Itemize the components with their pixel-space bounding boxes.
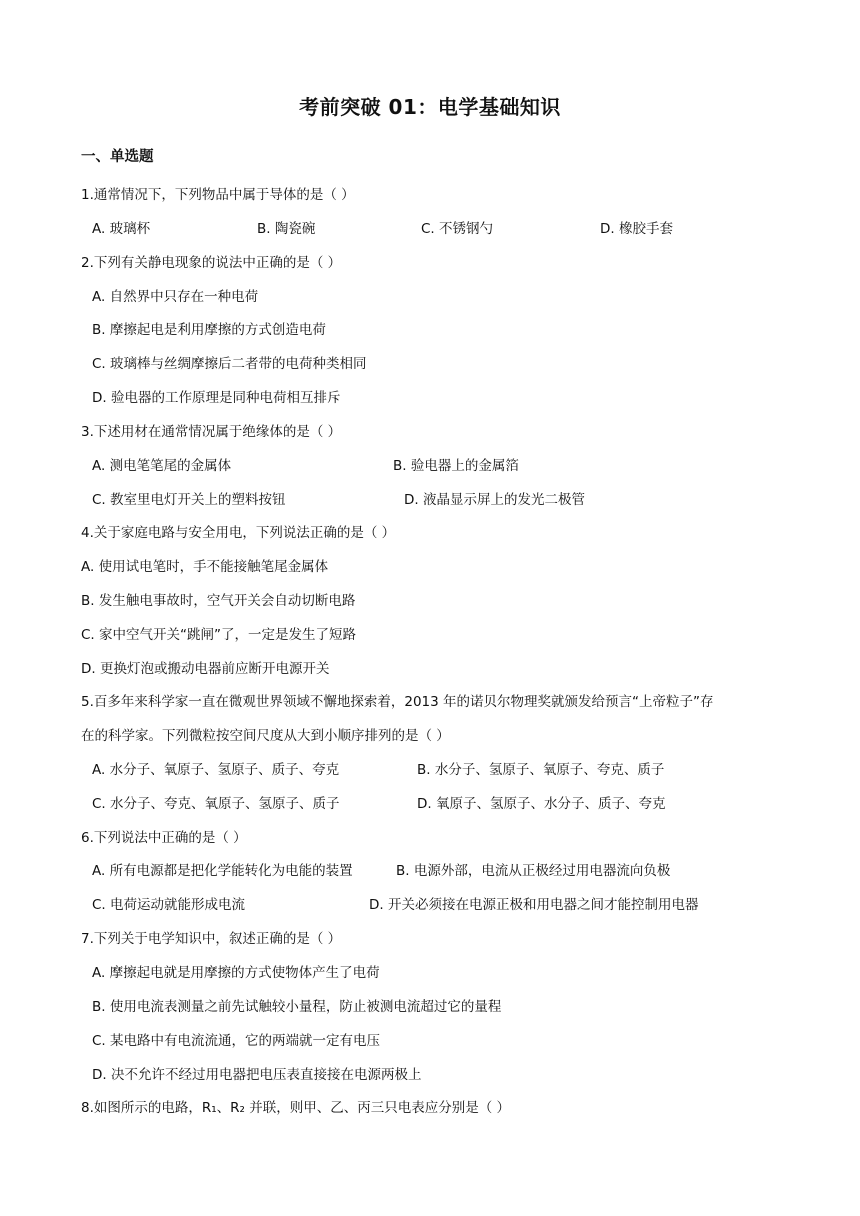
option-1c: C. 不锈钢勺 bbox=[421, 221, 494, 237]
question-stem-6: 6.下列说法中正确的是（ ） bbox=[81, 830, 247, 846]
option-5a: A. 水分子、氧原子、氢原子、质子、夸克 bbox=[92, 762, 340, 778]
option-7a: A. 摩擦起电就是用摩擦的方式使物体产生了电荷 bbox=[92, 965, 380, 981]
option-6d: D. 开关必须接在电源正极和用电器之间才能控制用电器 bbox=[369, 897, 699, 913]
option-6a: A. 所有电源都是把化学能转化为电能的装置 bbox=[92, 863, 353, 879]
option-3a: A. 测电笔笔尾的金属体 bbox=[92, 458, 232, 474]
option-2d: D. 验电器的工作原理是同种电荷相互排斥 bbox=[92, 390, 341, 406]
option-2a: A. 自然界中只存在一种电荷 bbox=[92, 289, 259, 305]
option-1b: B. 陶瓷碗 bbox=[257, 221, 316, 237]
question-stem-2: 2.下列有关静电现象的说法中正确的是（ ） bbox=[81, 255, 342, 271]
option-4a: A. 使用试电笔时，手不能接触笔尾金属体 bbox=[81, 559, 329, 575]
option-7c: C. 某电路中有电流流通，它的两端就一定有电压 bbox=[92, 1033, 381, 1049]
section-heading: 一、单选题 bbox=[81, 149, 154, 165]
option-5d: D. 氧原子、氢原子、水分子、质子、夸克 bbox=[417, 796, 666, 812]
option-7d: D. 决不允许不经过用电器把电压表直接接在电源两极上 bbox=[92, 1067, 422, 1083]
option-7b: B. 使用电流表测量之前先试触较小量程，防止被测电流超过它的量程 bbox=[92, 999, 502, 1015]
option-5b: B. 水分子、氢原子、氧原子、夸克、质子 bbox=[417, 762, 665, 778]
option-2c: C. 玻璃棒与丝绸摩擦后二者带的电荷种类相同 bbox=[92, 356, 367, 372]
option-4b: B. 发生触电事故时，空气开关会自动切断电路 bbox=[81, 593, 356, 609]
option-3b: B. 验电器上的金属箔 bbox=[393, 458, 519, 474]
question-stem-1: 1.通常情况下，下列物品中属于导体的是（ ） bbox=[81, 187, 355, 203]
option-5c: C. 水分子、夸克、氧原子、氢原子、质子 bbox=[92, 796, 340, 812]
question-stem-3: 3.下述用材在通常情况属于绝缘体的是（ ） bbox=[81, 424, 342, 440]
question-stem-5: 5.百多年来科学家一直在微观世界领域不懈地探索着，2013 年的诺贝尔物理奖就颁发给预言“上帝粒子”存 bbox=[81, 694, 714, 710]
option-1a: A. 玻璃杯 bbox=[92, 221, 151, 237]
option-4c: C. 家中空气开关“跳闸”了，一定是发生了短路 bbox=[81, 627, 356, 643]
option-3c: C. 教室里电灯开关上的塑料按钮 bbox=[92, 492, 286, 508]
option-2b: B. 摩擦起电是利用摩擦的方式创造电荷 bbox=[92, 322, 326, 338]
question-stem-4: 4.关于家庭电路与安全用电，下列说法正确的是（ ） bbox=[81, 525, 396, 541]
question-stem-5-cont: 在的科学家。下列微粒按空间尺度从大到小顺序排列的是（ ） bbox=[81, 728, 450, 744]
page-title: 考前突破 01：电学基础知识 bbox=[299, 95, 561, 119]
question-stem-7: 7.下列关于电学知识中，叙述正确的是（ ） bbox=[81, 931, 342, 947]
option-3d: D. 液晶显示屏上的发光二极管 bbox=[404, 492, 585, 508]
question-stem-8: 8.如图所示的电路，R₁、R₂ 并联，则甲、乙、丙三只电表应分别是（ ） bbox=[81, 1100, 511, 1116]
option-6b: B. 电源外部，电流从正极经过用电器流向负极 bbox=[396, 863, 671, 879]
option-4d: D. 更换灯泡或搬动电器前应断开电源开关 bbox=[81, 661, 330, 677]
option-6c: C. 电荷运动就能形成电流 bbox=[92, 897, 246, 913]
option-1d: D. 橡胶手套 bbox=[600, 221, 673, 237]
